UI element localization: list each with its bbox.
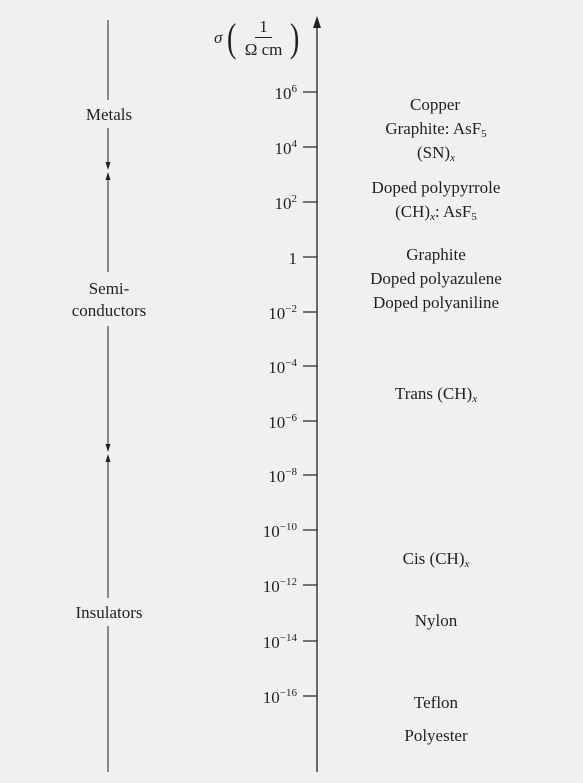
axis-title (214, 12, 302, 64)
tick-label: $10^2$ (274, 193, 297, 213)
tick-label: $10^{-14}$ (262, 632, 297, 652)
tick-label: $10^{-6}$ (268, 412, 297, 432)
material-cis-ch-x: Cis $(CH)_x$ (402, 549, 470, 570)
material-ch-x-asf5: $(CH)_x$: AsF$_5$ (395, 202, 477, 223)
right-paren: ) (290, 15, 300, 60)
left-paren: ( (227, 15, 237, 60)
unit-numerator: 1 (255, 18, 272, 38)
material-teflon: Teflon (413, 693, 459, 712)
axis-arrowhead (313, 16, 321, 28)
tick-label: $10^{-16}$ (262, 687, 297, 707)
metals-range-arrow-down (106, 162, 111, 170)
material-doped-polyaniline: Doped polyaniline (372, 293, 500, 312)
tick-label: $10^4$ (274, 138, 297, 158)
material-doped-polypyrrole: Doped polypyrrole (371, 178, 501, 197)
material-copper: Copper (409, 95, 461, 114)
tick-label: $10^{-8}$ (268, 466, 297, 486)
unit-fraction (241, 18, 287, 58)
material-graphite: Graphite (406, 245, 466, 264)
material-polyester: Polyester (404, 726, 468, 745)
tick-label: $10^{-4}$ (268, 357, 297, 377)
material-trans-ch-x: Trans $(CH)_x$ (394, 384, 478, 405)
category-insulators: Insulators (75, 603, 143, 622)
tick-label: $10^{-10}$ (262, 521, 297, 541)
material-nylon: Nylon (414, 611, 458, 630)
semi-range-arrow-down (106, 444, 111, 452)
tick-label: $10^{-2}$ (268, 303, 297, 323)
category-semi-line1: Semi- (88, 279, 130, 298)
material-doped-polyazulene: Doped polyazulene (370, 269, 502, 288)
tick-label: 1 (288, 249, 297, 268)
tick-label: $10^{-12}$ (262, 576, 297, 596)
material-sn-x: $(SN)_x$ (417, 143, 455, 164)
tick-label: $10^6$ (274, 83, 297, 103)
unit-denominator: Ω cm (244, 40, 283, 59)
material-graphite-asf5: Graphite: AsF$_5$ (385, 119, 487, 140)
category-metals: Metals (85, 105, 133, 124)
sigma-symbol: σ (214, 28, 223, 47)
category-semi-line2: conductors (71, 301, 147, 320)
